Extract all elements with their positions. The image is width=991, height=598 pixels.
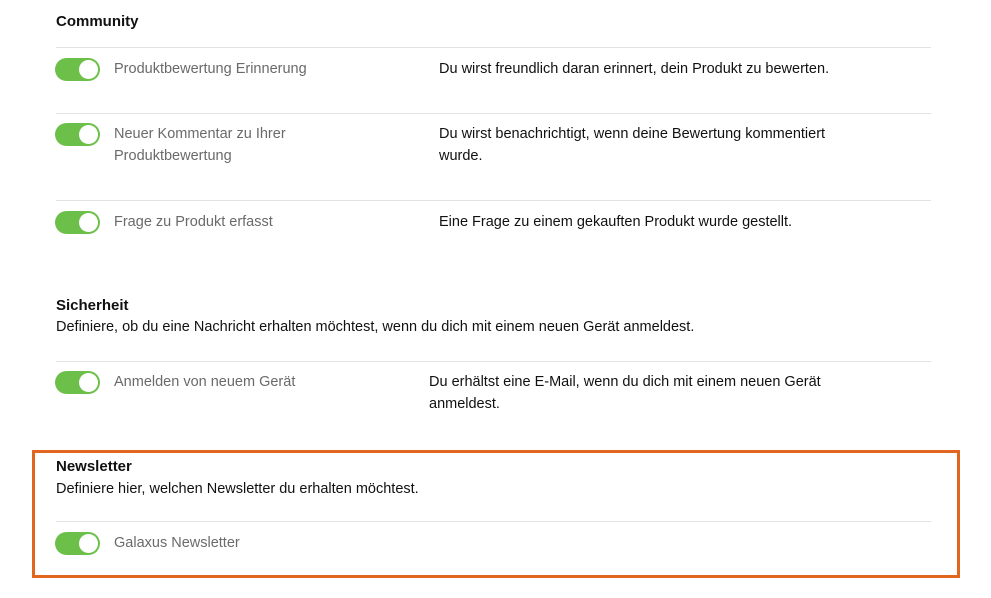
product-review-reminder-toggle[interactable] bbox=[55, 58, 100, 81]
new-review-comment-toggle[interactable] bbox=[55, 123, 100, 146]
new-device-login-description bbox=[429, 371, 821, 415]
security-section-description: Definiere, ob du eine Nachricht erhalten möchtest, wenn du dich mit einem neuen Gerät anmeldest. bbox=[56, 319, 695, 335]
divider bbox=[56, 361, 931, 362]
newsletter-section-description: Definiere hier, welchen Newsletter du erhalten möchtest. bbox=[56, 481, 419, 497]
newsletter-section-title: Newsletter bbox=[56, 458, 132, 475]
divider bbox=[56, 521, 931, 522]
new-review-comment-label-line2: Produktbewertung bbox=[114, 148, 232, 164]
divider bbox=[56, 113, 931, 114]
new-device-login-label: Anmelden von neuem Gerät bbox=[114, 374, 296, 390]
community-section-title: Community bbox=[56, 13, 139, 30]
product-review-reminder-description: Du wirst freundlich daran erinnert, dein Produkt zu bewerten. bbox=[439, 61, 830, 77]
new-device-login-toggle[interactable] bbox=[55, 371, 100, 394]
new-device-login-description-line1: Du erhältst eine E-Mail, wenn du dich mit einem neuen Gerät bbox=[429, 374, 821, 390]
product-review-reminder-label: Produktbewertung Erinnerung bbox=[114, 61, 307, 77]
toggle-knob bbox=[79, 373, 98, 392]
toggle-knob bbox=[79, 60, 98, 79]
divider bbox=[56, 200, 931, 201]
new-review-comment-description bbox=[439, 123, 825, 167]
security-section-title: Sicherheit bbox=[56, 297, 129, 314]
toggle-knob bbox=[79, 125, 98, 144]
new-review-comment-description-line2: wurde. bbox=[439, 148, 483, 164]
product-question-toggle[interactable] bbox=[55, 211, 100, 234]
new-review-comment-label bbox=[114, 123, 286, 167]
toggle-knob bbox=[79, 534, 98, 553]
product-question-label: Frage zu Produkt erfasst bbox=[114, 214, 273, 230]
galaxus-newsletter-label: Galaxus Newsletter bbox=[114, 535, 240, 551]
galaxus-newsletter-toggle[interactable] bbox=[55, 532, 100, 555]
newsletter-highlight-frame bbox=[32, 450, 960, 578]
new-device-login-description-line2: anmeldest. bbox=[429, 396, 500, 412]
toggle-knob bbox=[79, 213, 98, 232]
divider bbox=[56, 47, 931, 48]
new-review-comment-label-line1: Neuer Kommentar zu Ihrer bbox=[114, 126, 286, 142]
new-review-comment-description-line1: Du wirst benachrichtigt, wenn deine Bewertung kommentiert bbox=[439, 126, 826, 142]
product-question-description: Eine Frage zu einem gekauften Produkt wurde gestellt. bbox=[439, 214, 793, 230]
